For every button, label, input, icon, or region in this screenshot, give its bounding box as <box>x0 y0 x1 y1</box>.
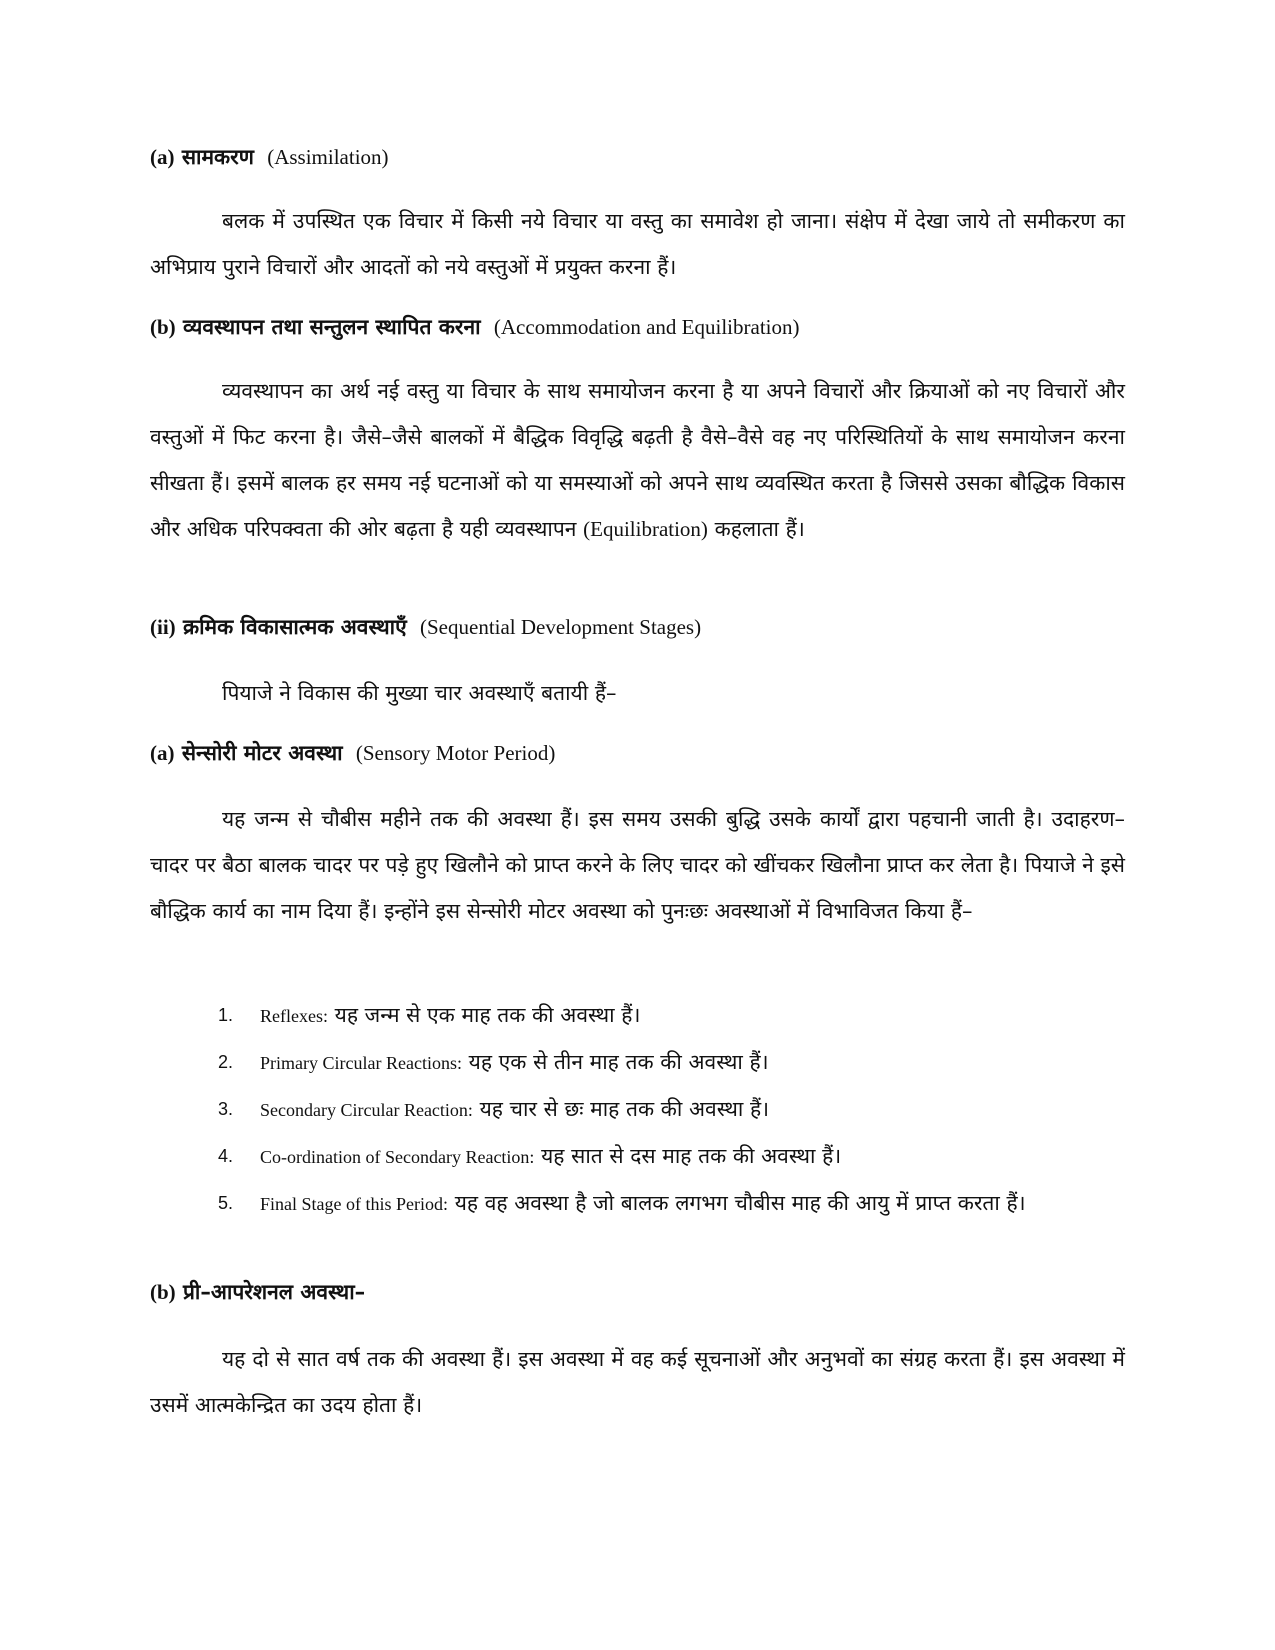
list-number: 5. <box>218 1193 234 1213</box>
heading-label: (b) <box>150 315 176 339</box>
list-term: Reflexes: <box>260 1006 328 1026</box>
list-number: 2. <box>218 1052 234 1072</box>
paragraph-four-stages: पियाजे ने विकास की मुख्या चार अवस्थाएँ बतायी हैं– <box>222 681 617 705</box>
heading-label: (a) <box>150 741 175 765</box>
list-text: यह चार से छः माह तक की अवस्था हैं। <box>479 1097 770 1121</box>
heading-label: (ii) <box>150 615 176 639</box>
heading-hindi: क्रमिक विकासात्मक अवस्थाएँ <box>182 615 407 639</box>
substage-list <box>218 992 1128 1227</box>
paragraph-accommodation <box>150 368 1125 552</box>
list-text: यह जन्म से एक माह तक की अवस्था हैं। <box>334 1003 641 1027</box>
list-text: यह एक से तीन माह तक की अवस्था हैं। <box>468 1050 769 1074</box>
list-number: 3. <box>218 1099 234 1119</box>
list-term: Final Stage of this Period: <box>260 1194 448 1214</box>
list-number: 1. <box>218 1005 234 1025</box>
heading-pre-operational <box>150 1280 365 1305</box>
paragraph-assimilation: बलक में उपस्थित एक विचार में किसी नये विचार या वस्तु का समावेश हो जाना। संक्षेप में देखा जाये तो समीकरण का अभिप्राय पुराने विचारों और आदतों को नये वस्तुओं में प्रयुक्त करना हैं। <box>150 209 1125 279</box>
paragraph-english-term: (Equilibration) <box>583 517 708 541</box>
heading-sequential-stages <box>150 615 701 640</box>
list-item <box>218 992 1128 1039</box>
heading-hindi: सामकरण <box>181 145 254 169</box>
heading-hindi: प्री–आपरेशनल अवस्था– <box>182 1280 366 1304</box>
list-item <box>218 1180 1128 1227</box>
paragraph-pre-operational: यह दो से सात वर्ष तक की अवस्था हैं। इस अवस्था में वह कई सूचनाओं और अनुभवों का संग्रह करता हैं। इस अवस्था में उसमें आत्मकेन्द्रित का उदय होता हैं। <box>150 1347 1125 1417</box>
list-item <box>218 1086 1128 1133</box>
paragraph-text: व्यवस्थापन का अर्थ नई वस्तु या विचार के साथ समायोजन करना है या अपने विचारों और क्रियाओं को नए विचारों और वस्तुओं में फिट करना है। जैसे–जैसे बालकों में बैद्धिक विवृद्धि बढ़ती है वैसे–वैसे वह नए परिस्थितियों के साथ समायोजन करना सीखता हैं। इसमें बालक हर समय नई घटनाओं को या समस्याओं को अपने साथ व्यवस्थित करता है जिससे उसका बौद्धिक विकास और अधिक परिपक्वता की ओर बढ़ता है यही व्यवस्थापन <box>150 379 1125 541</box>
heading-label: (a) <box>150 145 175 169</box>
paragraph-text: कहलाता हैं। <box>714 517 805 541</box>
heading-assimilation <box>150 145 389 170</box>
heading-label: (b) <box>150 1280 176 1304</box>
paragraph-sensory-motor: यह जन्म से चौबीस महीने तक की अवस्था हैं। इस समय उसकी बुद्धि उसके कार्यों द्वारा पहचानी जाती है। उदाहरण– चादर पर बैठा बालक चादर पर पड़े हुए खिलौने को प्राप्त करने के लिए चादर को खींचकर खिलौना प्राप्त कर लेता है। पियाजे ने इसे बौद्धिक कार्य का नाम दिया हैं। इन्होंने इस सेन्सोरी मोटर अवस्था को पुनःछः अवस्थाओं में विभाविजत किया हैं– <box>150 807 1125 923</box>
heading-english: (Sequential Development Stages) <box>420 615 702 639</box>
heading-hindi: व्यवस्थापन तथा सन्तुलन स्थापित करना <box>182 315 481 339</box>
list-number: 4. <box>218 1146 234 1166</box>
list-item <box>218 1133 1128 1180</box>
list-term: Primary Circular Reactions: <box>260 1053 462 1073</box>
list-text: यह सात से दस माह तक की अवस्था हैं। <box>541 1144 842 1168</box>
heading-english: (Sensory Motor Period) <box>355 741 556 765</box>
list-text: यह वह अवस्था है जो बालक लगभग चौबीस माह की आयु में प्राप्त करता हैं। <box>454 1191 1026 1215</box>
list-item <box>218 1039 1128 1086</box>
heading-english: (Assimilation) <box>267 145 389 169</box>
list-term: Co-ordination of Secondary Reaction: <box>260 1147 535 1167</box>
heading-sensory-motor <box>150 741 555 766</box>
heading-english: (Accommodation and Equilibration) <box>493 315 800 339</box>
list-term: Secondary Circular Reaction: <box>260 1100 473 1120</box>
heading-hindi: सेन्सोरी मोटर अवस्था <box>181 741 343 765</box>
heading-accommodation <box>150 315 799 340</box>
